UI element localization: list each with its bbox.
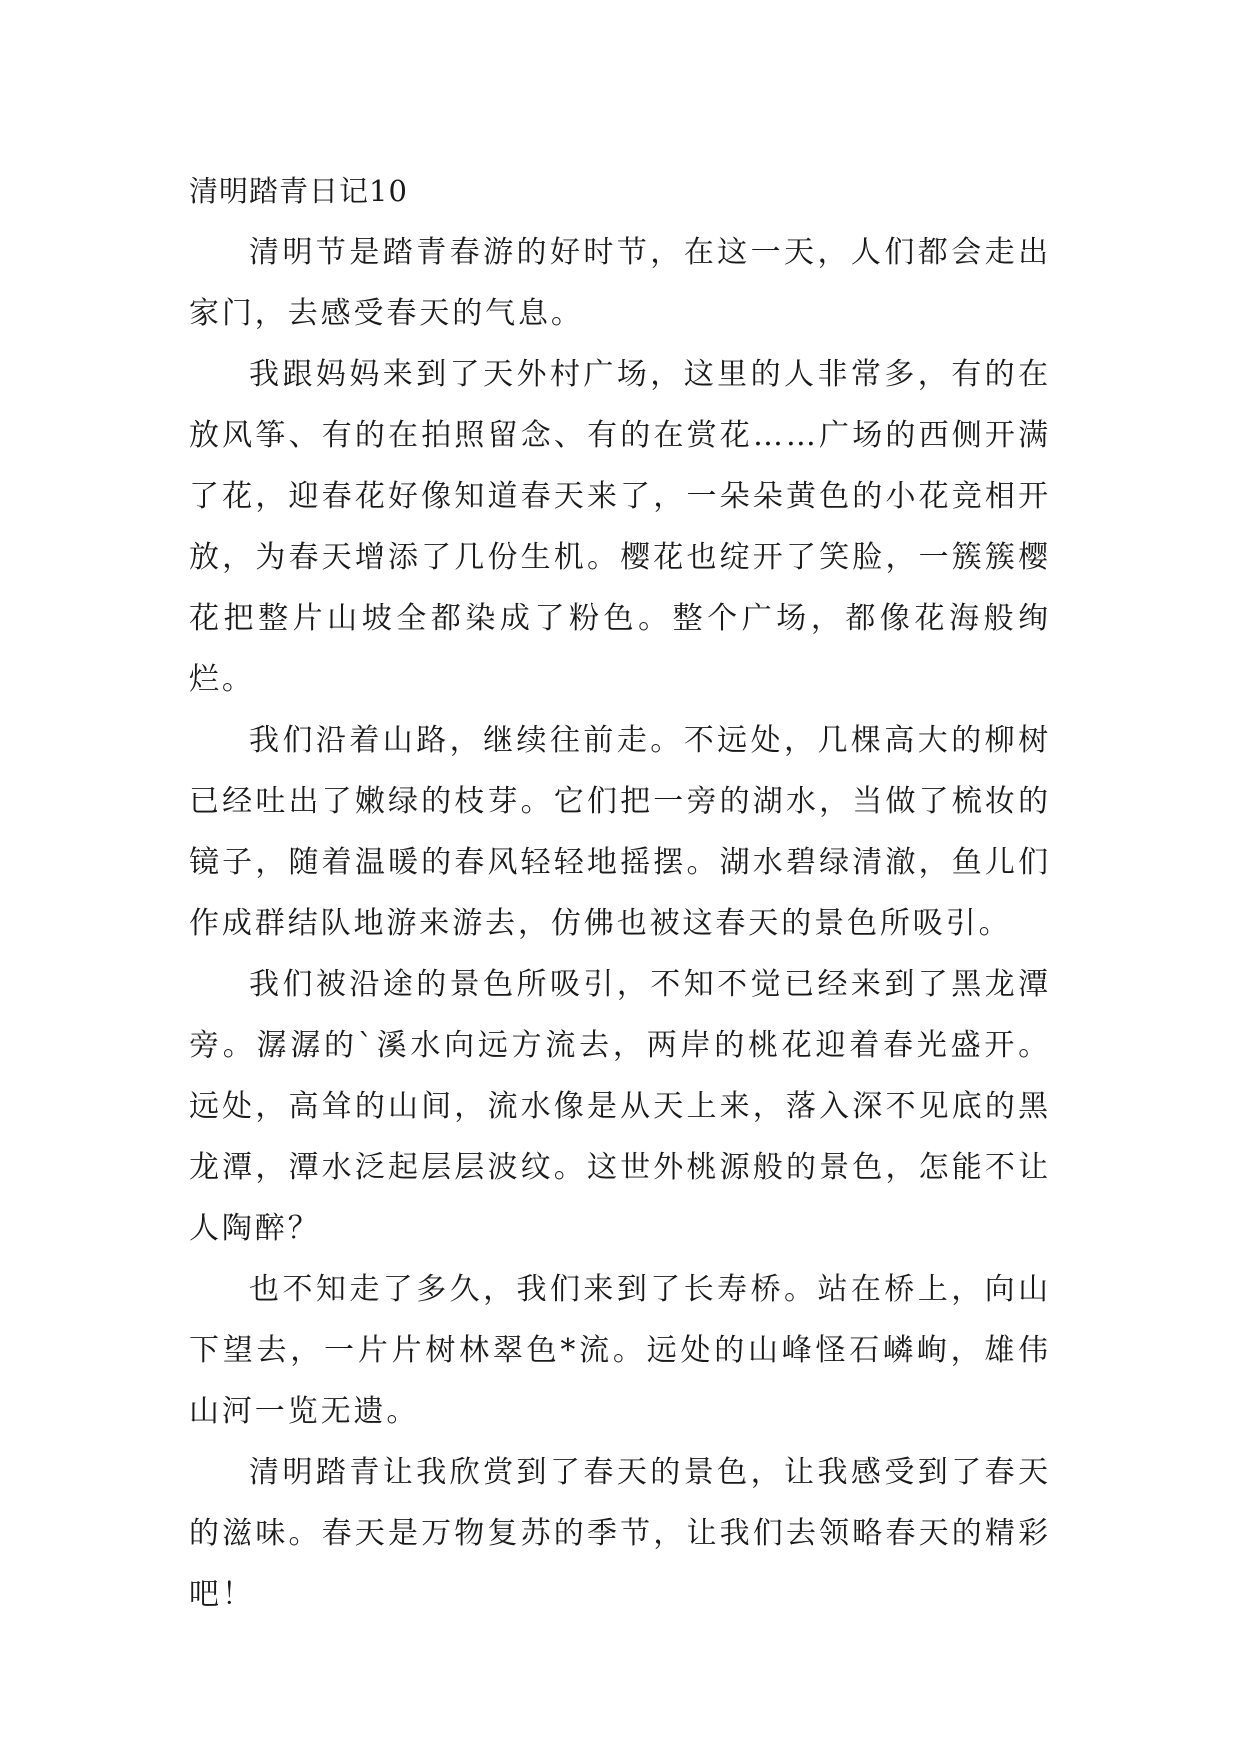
document-title: 清明踏青日记10 xyxy=(189,174,408,208)
paragraph: 清明节是踏青春游的好时节，在这一天，人们都会走出家门，去感受春天的气息。 xyxy=(189,235,1051,331)
paragraph: 也不知走了多久，我们来到了长寿桥。站在桥上，向山下望去，一片片树林翠色*流。远处的山峰怪石嶙峋，雄伟山河一览无遗。 xyxy=(189,1272,1051,1429)
paragraph: 清明踏青让我欣赏到了春天的景色，让我感受到了春天的滋味。春天是万物复苏的季节，让我们去领略春天的精彩吧！ xyxy=(189,1455,1051,1612)
paragraph: 我跟妈妈来到了天外村广场，这里的人非常多，有的在放风筝、有的在拍照留念、有的在赏花……广场的西侧开满了花，迎春花好像知道春天来了，一朵朵黄色的小花竞相开放，为春天增添了几份生机。樱花也绽开了笑脸，一簇簇樱花把整片山坡全都染成了粉色。整个广场，都像花海般绚烂。 xyxy=(189,357,1051,697)
document-body xyxy=(189,160,1051,1625)
paragraph: 我们被沿途的景色所吸引，不知不觉已经来到了黑龙潭旁。潺潺的`溪水向远方流去，两岸的桃花迎着春光盛开。远处，高耸的山间，流水像是从天上来，落入深不见底的黑龙潭，潭水泛起层层波纹。这世外桃源般的景色，怎能不让人陶醉？ xyxy=(189,967,1051,1246)
paragraph: 我们沿着山路，继续往前走。不远处，几棵高大的柳树已经吐出了嫩绿的枝芽。它们把一旁的湖水，当做了梳妆的镜子，随着温暖的春风轻轻地摇摆。湖水碧绿清澈，鱼儿们作成群结队地游来游去，仿佛也被这春天的景色所吸引。 xyxy=(189,723,1051,941)
